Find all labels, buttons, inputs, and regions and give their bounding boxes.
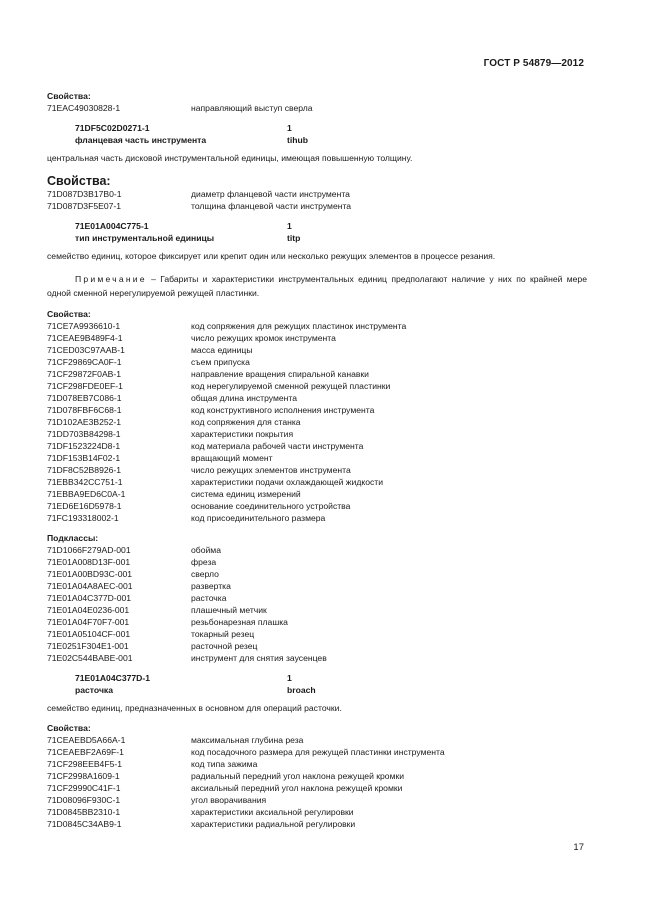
list-item (47, 604, 587, 616)
list-item (47, 428, 587, 440)
list-item (47, 344, 587, 356)
item-description: число режущих кромок инструмента (191, 333, 336, 343)
item-code: 71E0251F304E1-001 (47, 641, 129, 651)
item-description: система единиц измерений (191, 489, 301, 499)
item-description: обойма (191, 545, 221, 555)
item-description: основание соединительного устройства (191, 501, 351, 511)
item-description: общая длина инструмента (191, 393, 298, 403)
entry-code: 71DF5C02D0271-1 (75, 123, 150, 133)
item-code: 71EAC49030828-1 (47, 103, 121, 113)
list-item (47, 592, 587, 604)
list-item (47, 568, 587, 580)
list-item (47, 652, 587, 664)
list-item (47, 770, 587, 782)
entry-code: 71E01A04C377D-1 (75, 673, 151, 683)
section-title: Свойства: (47, 723, 91, 733)
definition-text: центральная часть дисковой инструментальной единицы, имеющая повышенную толщину. (47, 153, 413, 163)
entry-abbreviation: titp (287, 233, 301, 243)
item-code: 71E01A04E0236-001 (47, 605, 130, 615)
item-code: 71CF29990C41F-1 (47, 783, 121, 793)
item-description: расточка (191, 593, 227, 603)
entry-name: фланцевая часть инструмента (75, 135, 207, 145)
list-item (47, 332, 587, 344)
item-description: развертка (191, 581, 231, 591)
item-code: 71D08096F930C-1 (47, 795, 121, 805)
entry-number: 1 (287, 673, 292, 683)
item-description: диаметр фланцевой части инструмента (191, 189, 350, 199)
item-code: 71D1066F279AD-001 (47, 545, 131, 555)
item-code: 71E01A05104CF-001 (47, 629, 131, 639)
item-code: 71D078EB7C086-1 (47, 393, 122, 403)
item-code: 71CF29872F0AB-1 (47, 369, 122, 379)
item-description: съем припуска (191, 357, 250, 367)
entry-name: расточка (75, 685, 114, 695)
list-item (47, 580, 587, 592)
item-code: 71DF8C52B8926-1 (47, 465, 122, 475)
list-item (47, 782, 587, 794)
item-code: 71E01A00BD93C-001 (47, 569, 133, 579)
item-code: 71CEAEBD5A66A-1 (47, 735, 126, 745)
properties-list (47, 188, 587, 212)
item-description: код конструктивного исполнения инструмента (191, 405, 375, 415)
list-item (47, 544, 587, 556)
class-entry-broach (47, 672, 587, 696)
item-code: 71CF298FDE0EF-1 (47, 381, 123, 391)
item-description: радиальный передний угол наклона режущей кромки (191, 771, 405, 781)
item-code: 71E01A008D13F-001 (47, 557, 131, 567)
note-paragraph (47, 272, 587, 300)
item-description: токарный резец (191, 629, 255, 639)
section-title: Свойства: (47, 309, 91, 319)
entry-abbreviation: tihub (287, 135, 308, 145)
item-description: код типа зажима (191, 759, 258, 769)
item-description: код сопряжения для режущих пластинок инструмента (191, 321, 407, 331)
item-code: 71ED6E16D5978-1 (47, 501, 122, 511)
list-item (47, 640, 587, 652)
list-item (47, 500, 587, 512)
item-description: код посадочного размера для режущей пластинки инструмента (191, 747, 445, 757)
list-item (47, 404, 587, 416)
properties-list (47, 320, 587, 524)
list-item (47, 616, 587, 628)
item-code: 71EBBA9ED6C0A-1 (47, 489, 126, 499)
list-item (47, 746, 587, 758)
item-code: 71D0845BB2310-1 (47, 807, 121, 817)
list-item (47, 806, 587, 818)
item-description: направление вращения спиральной канавки (191, 369, 369, 379)
item-description: инструмент для снятия заусенцев (191, 653, 327, 663)
item-code: 71FC193318002-1 (47, 513, 119, 523)
note-label: Примечание (75, 274, 147, 284)
item-code: 71DF1523224D8-1 (47, 441, 121, 451)
standard-header: ГОСТ Р 54879—2012 (483, 58, 584, 69)
properties-list (47, 102, 587, 114)
list-item (47, 758, 587, 770)
item-description: вращающий момент (191, 453, 273, 463)
item-code: 71E01A04A8AEC-001 (47, 581, 133, 591)
subclasses-title: Подклассы: (47, 533, 99, 543)
item-code: 71E01A04C377D-001 (47, 593, 132, 603)
section-title: Свойства: (47, 174, 111, 188)
item-code: 71E02C544BABE-001 (47, 653, 133, 663)
item-description: характеристики подачи охлаждающей жидкости (191, 477, 384, 487)
list-item (47, 818, 587, 830)
list-item (47, 464, 587, 476)
item-description: максимальная глубина реза (191, 735, 304, 745)
item-description: код нерегулируемой сменной режущей пластинки (191, 381, 391, 391)
item-description: характеристики аксиальной регулировки (191, 807, 354, 817)
item-description: характеристики покрытия (191, 429, 294, 439)
page-number: 17 (573, 842, 584, 853)
item-description: код сопряжения для станка (191, 417, 301, 427)
item-code: 71D0845C34AB9-1 (47, 819, 122, 829)
item-description: масса единицы (191, 345, 253, 355)
subclasses-list (47, 544, 587, 664)
item-code: 71E01A04F70F7-001 (47, 617, 130, 627)
list-item (47, 488, 587, 500)
list-item (47, 452, 587, 464)
list-item (47, 320, 587, 332)
list-item (47, 392, 587, 404)
item-code: 71DF153B14F02-1 (47, 453, 121, 463)
list-item (47, 416, 587, 428)
item-code: 71DD703B84298-1 (47, 429, 121, 439)
item-description: код присоединительного размера (191, 513, 326, 523)
entry-number: 1 (287, 123, 292, 133)
list-item (47, 440, 587, 452)
class-entry-titp (47, 220, 587, 244)
item-description: сверло (191, 569, 219, 579)
list-item (47, 476, 587, 488)
list-item (47, 188, 587, 200)
section-title: Свойства: (47, 91, 91, 101)
item-code: 71CEAEBF2A69F-1 (47, 747, 124, 757)
list-item (47, 356, 587, 368)
item-description: угол вворачивания (191, 795, 267, 805)
item-code: 71CE7A9936610-1 (47, 321, 121, 331)
item-code: 71D102AE3B252-1 (47, 417, 122, 427)
item-code: 71CF29869CA0F-1 (47, 357, 122, 367)
properties-list (47, 734, 587, 830)
list-item (47, 102, 587, 114)
item-description: толщина фланцевой части инструмента (191, 201, 352, 211)
item-code: 71CF2998A1609-1 (47, 771, 120, 781)
item-description: плашечный метчик (191, 605, 267, 615)
class-entry-tihub (47, 122, 587, 146)
item-code: 71D087D3F5E07-1 (47, 201, 122, 211)
item-description: расточной резец (191, 641, 258, 651)
item-description: код материала рабочей части инструмента (191, 441, 364, 451)
item-description: характеристики радиальной регулировки (191, 819, 356, 829)
item-description: резьбонарезная плашка (191, 617, 288, 627)
item-description: направляющий выступ сверла (191, 103, 313, 113)
list-item (47, 794, 587, 806)
item-code: 71CED03C97AAB-1 (47, 345, 125, 355)
item-description: фреза (191, 557, 217, 567)
entry-abbreviation: broach (287, 685, 316, 695)
item-description: число режущих элементов инструмента (191, 465, 351, 475)
entry-number: 1 (287, 221, 292, 231)
item-code: 71CEAE9B489F4-1 (47, 333, 123, 343)
list-item (47, 380, 587, 392)
item-code: 71CF298EEB4F5-1 (47, 759, 122, 769)
entry-code: 71E01A004C775-1 (75, 221, 149, 231)
list-item (47, 734, 587, 746)
list-item (47, 628, 587, 640)
list-item (47, 200, 587, 212)
list-item (47, 368, 587, 380)
item-code: 71EBB342CC751-1 (47, 477, 123, 487)
definition-text: семейство единиц, которое фиксирует или крепит один или несколько режущих элементов в процессе резания. (47, 251, 496, 261)
list-item (47, 556, 587, 568)
entry-name: тип инструментальной единицы (75, 233, 215, 243)
item-code: 71D078FBF6C68-1 (47, 405, 122, 415)
list-item (47, 512, 587, 524)
item-code: 71D087D3B17B0-1 (47, 189, 122, 199)
definition-text: семейство единиц, предназначенных в основном для операций расточки. (47, 703, 342, 713)
page-content (47, 90, 587, 830)
note-text: – Габариты и характеристики инструментальных единиц предполагают наличие у них по крайней мере одной сменной нерегулируемой режущей пластинки. (47, 274, 587, 298)
item-description: аксиальный передний угол наклона режущей кромки (191, 783, 403, 793)
